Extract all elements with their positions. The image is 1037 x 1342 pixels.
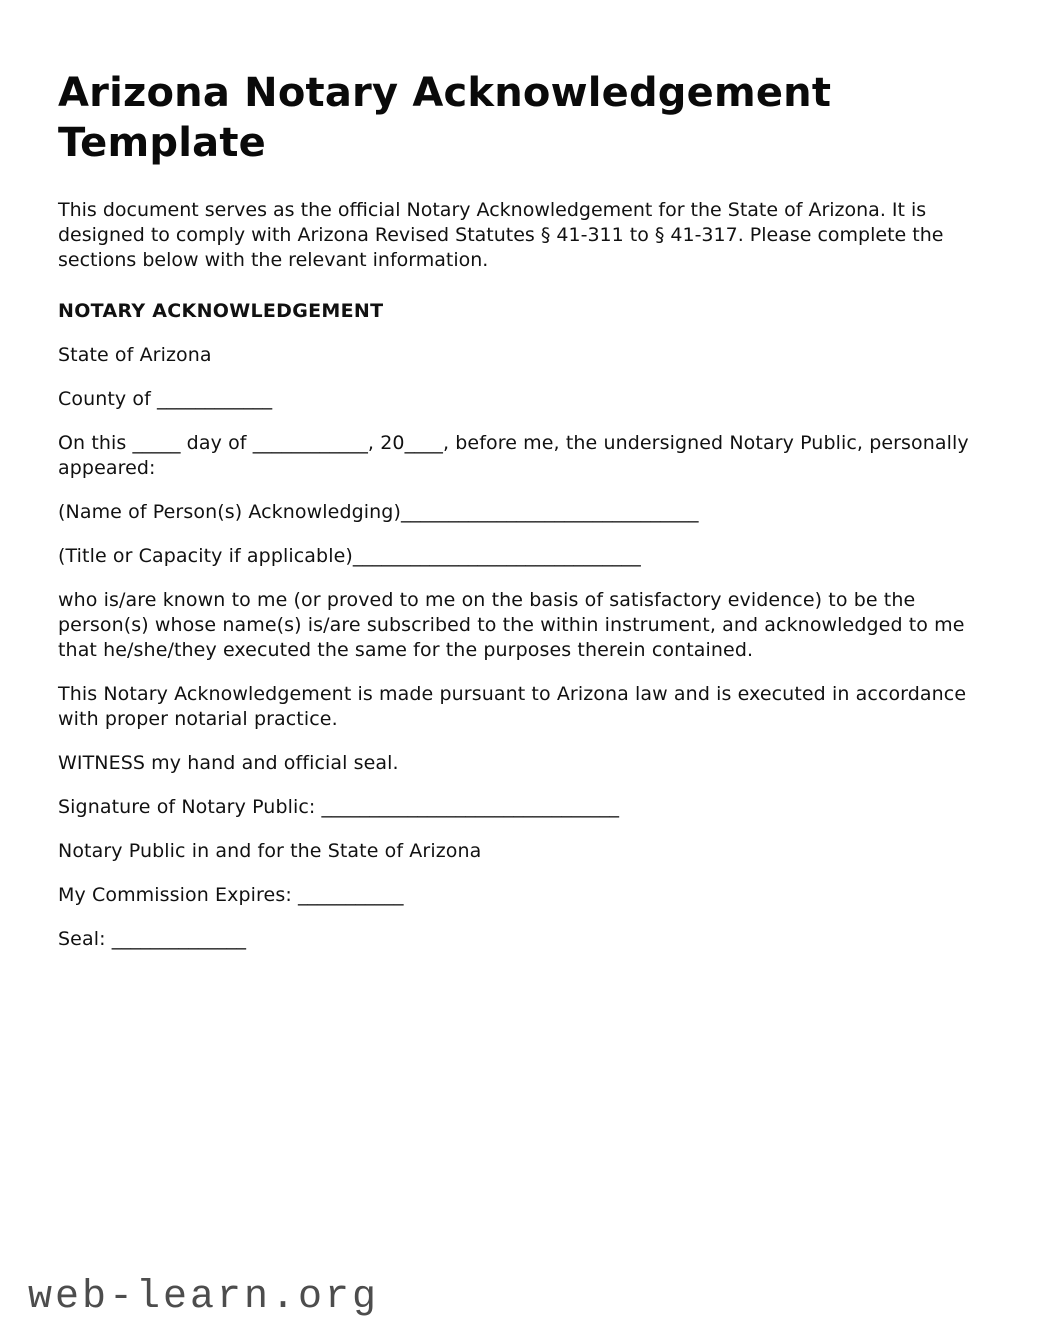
title-capacity-blank-line: (Title or Capacity if applicable)______________________________: [58, 545, 641, 567]
signature-blank-line: Signature of Notary Public: _______________________________: [58, 796, 620, 818]
intro-paragraph: This document serves as the official Notary Acknowledgement for the State of Arizona. It is designed to comply with Arizona Revised Statutes § 41-311 to § 41-317. Please complete the sections below with the relevant information.: [58, 199, 944, 271]
notary-public-state-line: Notary Public in and for the State of Arizona: [58, 840, 482, 862]
acknowledgement-clause: who is/are known to me (or proved to me on the basis of satisfactory evidence) to be the person(s) whose name(s) is/are subscribed to the within instrument, and acknowledged to me that he/she/they executed the same for the purposes therein contained.: [58, 589, 965, 661]
name-of-persons-blank-line: (Name of Person(s) Acknowledging)_______________________________: [58, 501, 699, 523]
date-blank-line: On this _____ day of ____________, 20____, before me, the undersigned Notary Public, personally appeared:: [58, 432, 969, 479]
state-line: State of Arizona: [58, 344, 212, 366]
seal-blank-line: Seal: ______________: [58, 928, 247, 950]
county-blank-line: County of ____________: [58, 388, 273, 410]
page-title: Arizona Notary Acknowledgement Template: [58, 70, 832, 166]
commission-expires-blank-line: My Commission Expires: ___________: [58, 884, 404, 906]
pursuant-clause: This Notary Acknowledgement is made pursuant to Arizona law and is executed in accordance with proper notarial practice.: [58, 683, 967, 730]
witness-line: WITNESS my hand and official seal.: [58, 752, 399, 774]
watermark-text: web-learn.org: [28, 1275, 380, 1320]
section-heading: NOTARY ACKNOWLEDGEMENT: [58, 300, 384, 322]
